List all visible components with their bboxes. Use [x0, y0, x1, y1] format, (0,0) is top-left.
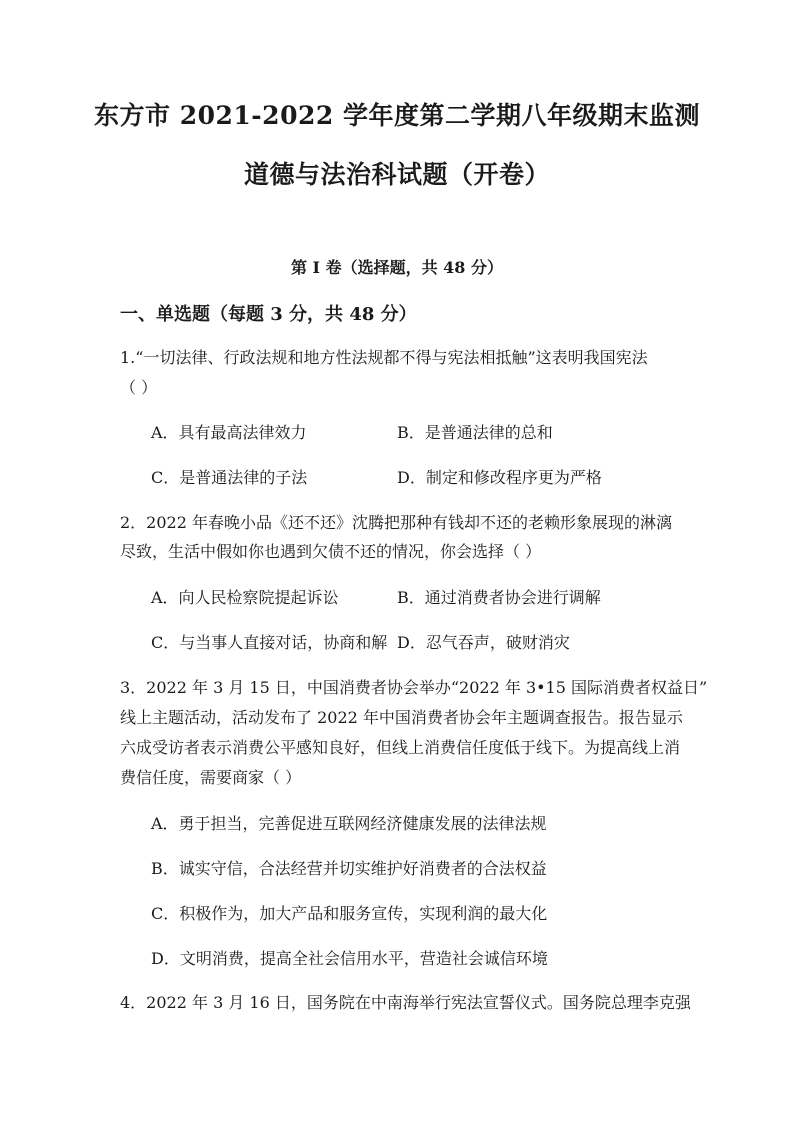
- question-2-option-d: D．忍气吞声，破财消灾: [397, 633, 570, 652]
- question-1-option-c: C．是普通法律的子法: [151, 468, 308, 487]
- question-2-option-b: B．通过消费者协会进行调解: [397, 588, 601, 607]
- question-1-option-b: B．是普通法律的总和: [397, 423, 553, 442]
- question-1-option-a: A．具有最高法律效力: [151, 423, 307, 442]
- part-heading: 第 I 卷（选择题，共 48 分）: [290, 258, 504, 277]
- question-2-option-c: C．与当事人直接对话，协商和解: [151, 633, 388, 652]
- question-3-stem-line-1: 3．2022 年 3 月 15 日，中国消费者协会举办“2022 年 3•15 国际消费者权益日”: [120, 678, 708, 697]
- question-3-stem-line-4: 费信任度，需要商家（ ）: [120, 768, 302, 787]
- exam-title: 东方市 2021-2022 学年度第二学期八年级期末监测: [94, 101, 700, 130]
- question-4-stem-line-1: 4．2022 年 3 月 16 日，国务院在中南海举行宪法宣誓仪式。国务院总理李克强: [120, 993, 691, 1012]
- question-2-stem-line-1: 2．2022 年春晚小品《还不还》沈腾把那种有钱却不还的老赖形象展现的淋漓: [120, 513, 672, 532]
- question-1-stem-line-1: 1.“一切法律、行政法规和地方性法规都不得与宪法相抵触”这表明我国宪法: [120, 348, 648, 367]
- question-3-option-a: A．勇于担当，完善促进互联网经济健康发展的法律法规: [151, 814, 547, 833]
- question-1-option-d: D．制定和修改程序更为严格: [397, 468, 602, 487]
- question-1-stem-line-2: （ ）: [120, 378, 158, 397]
- question-3-option-d: D．文明消费，提高全社会信用水平，营造社会诚信环境: [151, 949, 548, 968]
- question-3-stem-line-2: 线上主题活动，活动发布了 2022 年中国消费者协会年主题调查报告。报告显示: [120, 708, 683, 727]
- question-3-stem-line-3: 六成受访者表示消费公平感知良好，但线上消费信任度低于线下。为提高线上消: [120, 738, 681, 757]
- question-3-option-b: B．诚实守信，合法经营并切实维护好消费者的合法权益: [151, 859, 547, 878]
- question-3-option-c: C．积极作为，加大产品和服务宣传，实现利润的最大化: [151, 904, 548, 923]
- question-2-stem-line-2: 尽致，生活中假如你也遇到欠债不还的情况，你会选择（ ）: [120, 542, 542, 561]
- question-2-option-a: A．向人民检察院提起诉讼: [151, 588, 339, 607]
- exam-subtitle: 道德与法治科试题（开卷）: [243, 160, 550, 189]
- section-heading: 一、单选题（每题 3 分，共 48 分）: [120, 304, 417, 325]
